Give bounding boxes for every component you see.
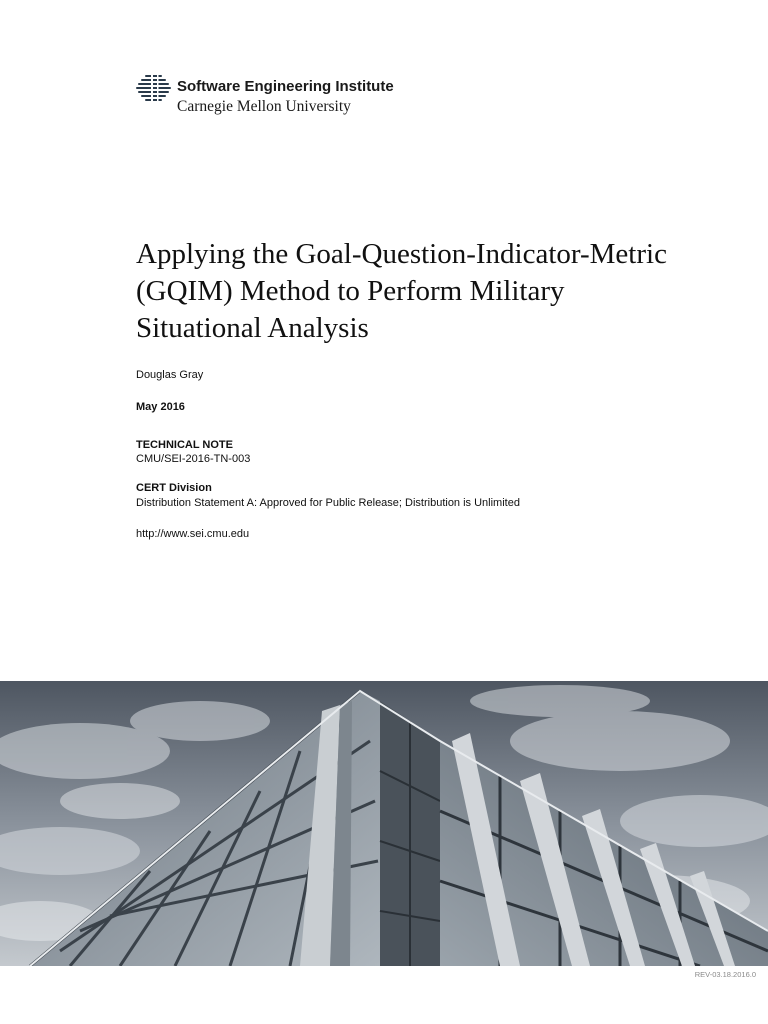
author: Douglas Gray <box>136 369 204 381</box>
sei-logo <box>136 72 396 122</box>
report-number: CMU/SEI-2016-TN-003 <box>136 453 251 465</box>
revision-number: REV-03.18.2016.0 <box>694 970 756 979</box>
cover-photo <box>0 681 768 966</box>
org-name: Software Engineering Institute <box>177 78 394 95</box>
university-name: Carnegie Mellon University <box>177 98 351 115</box>
website-link[interactable]: http://www.sei.cmu.edu <box>136 528 250 540</box>
sei-logo-mark-icon <box>136 75 172 101</box>
division: CERT Division <box>136 482 212 494</box>
report-type: TECHNICAL NOTE <box>136 439 233 451</box>
publication-date: May 2016 <box>136 401 185 413</box>
distribution-statement: Distribution Statement A: Approved for Public Release; Distribution is Unlimited <box>136 497 520 509</box>
report-title: Applying the Goal-Question-Indicator-Metric (GQIM) Method to Perform Military Situational Analysis <box>136 238 667 344</box>
